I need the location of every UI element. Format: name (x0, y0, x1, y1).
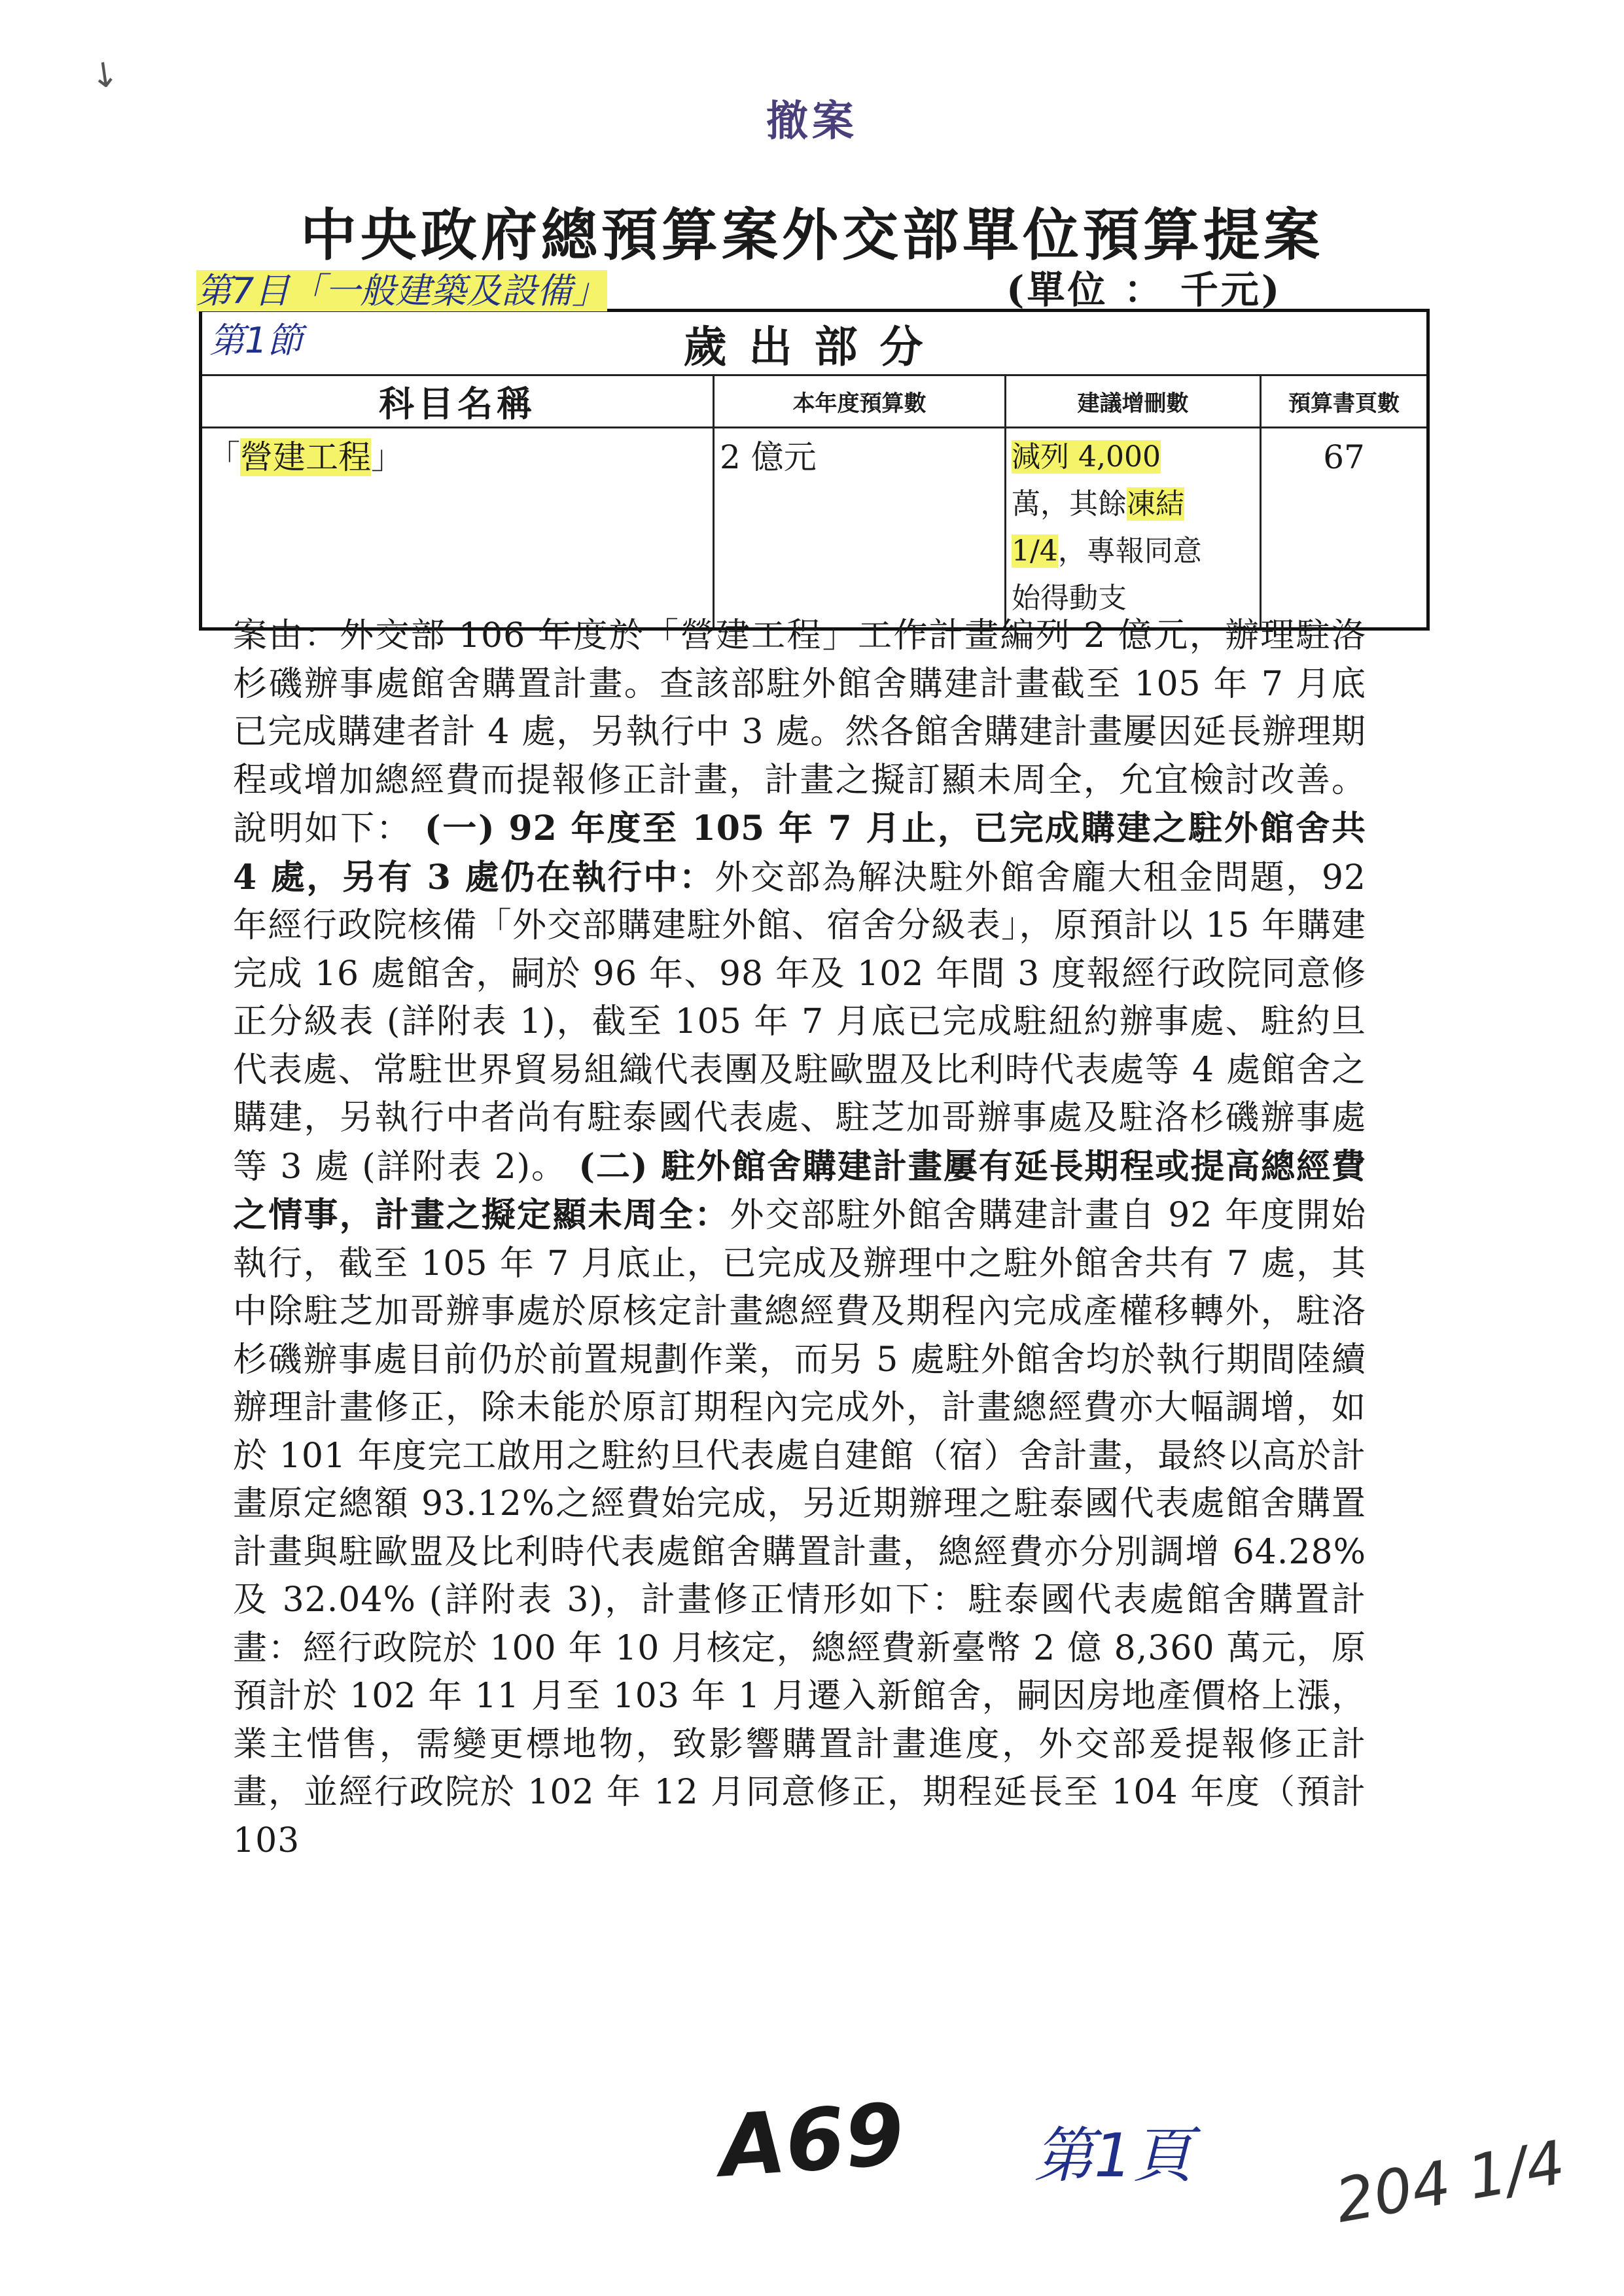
item-name: 營建工程 (240, 438, 371, 476)
suggest-text-b: ，專報同意 (1057, 534, 1202, 568)
heading-one: (一) 92 年度至 105 年 7 月止，已完成購建之駐外館舍共 4 處，另有 3 處仍在執行中： (233, 809, 1366, 897)
page-number: A69 (716, 2084, 908, 2197)
quote-close: 」 (371, 438, 404, 476)
suggest-fraction: 1/4 (1012, 534, 1058, 568)
quote-open: 「 (207, 438, 240, 476)
header-item-name: 科目名稱 (201, 375, 714, 428)
cell-budget: 2 億元 (714, 428, 1006, 629)
suggest-reduce: 減列 4,000 (1012, 440, 1161, 474)
proposal-body (233, 612, 1366, 1865)
handwritten-section-note: 第1節 (209, 320, 303, 361)
suggest-text-a: 萬，其餘 (1012, 487, 1127, 521)
handwritten-date: 204 1/4 (1330, 2127, 1570, 2236)
table-caption: 歲出部分 (201, 311, 1428, 375)
explanation-one: 外交部為解決駐外館舍龐大租金問題，92 年經行政院核備「外交部購建駐外館、宿舍分級表」，原預計以 15 年購建完成 16 處館舍，嗣於 96 年、98 年及 102 年間 3 度報經行政院同意修正分級表 (詳附表 1)，截至 105 年 7 月底已完成駐紐約辦事處、駐約旦代表處、常駐世界貿易組織代表團及駐歐盟及比利時代表處等 4 處館舍之購建，另執行中者尚有駐泰國代表處、駐芝加哥辦事處及駐洛杉磯辦事處等 3 處 (詳附表 2)。 (233, 858, 1366, 1187)
suggest-text-c: 始得動支 (1012, 582, 1127, 615)
document-title: 中央政府總預算案外交部單位預算提案 (300, 202, 1324, 268)
budget-table (199, 309, 1430, 631)
withdrawn-stamp: 撤案 (766, 97, 858, 146)
reason-paragraph: 案由：外交部 106 年度於「營建工程」工作計畫編列 2 億元，辦理駐洛杉磯辦事處館舍購置計畫。查該部駐外館舍購建計畫截至 105 年 7 月底已完成購建者計 4 處，另執行中 3 處。然各館舍購建計畫屢因延長辦理期程或增加總經費而提報修正計畫，計畫之擬訂顯未周全，允宜檢討改善。說明如下： (233, 616, 1366, 848)
suggest-freeze: 凍結 (1127, 487, 1184, 521)
header-budget: 本年度預算數 (714, 375, 1006, 428)
corner-handwritten-mark: ↓ (88, 54, 122, 97)
unit-label: (單位 ： 千元) (1006, 268, 1282, 312)
handwritten-page-label: 第1頁 (1034, 2121, 1193, 2191)
handwritten-item-note: 第7目「一般建築及設備」 (196, 270, 608, 311)
cell-page: 67 (1261, 428, 1428, 629)
cell-item-name (201, 428, 714, 629)
heading-two: (二) 駐外館舍購建計畫屢有延長期程或提高總經費之情事，計畫之擬定顯未周全： (233, 1146, 1367, 1235)
cell-suggestion (1006, 428, 1261, 629)
explanation-two: 外交部駐外館舍購建計畫自 92 年度開始執行，截至 105 年 7 月底止，已完成及辦理中之駐外館舍共有 7 處，其中除駐芝加哥辦事處於原核定計畫總經費及期程內完成產權移轉外，駐洛杉磯辦事處目前仍於前置規劃作業，而另 5 處駐外館舍均於執行期間陸續辦理計畫修正，除未能於原訂期程內完成外，計畫總經費亦大幅調增，如於 101 年度完工啟用之駐約旦代表處自建館（宿）舍計畫，最終以高於計畫原定總額 93.12%之經費始完成，另近期辦理之駐泰國代表處館舍購置計畫與駐歐盟及比利時代表處館舍購置計畫，總經費亦分別調增 64.28% 及 32.04% (詳附表 3)，計畫修正情形如下：駐泰國代表處館舍購置計畫：經行政院於 100 年 10 月核定，總經費新臺幣 2 億 8,360 萬元，原預計於 102 年 11 月至 103 年 1 月遷入新館舍，嗣因房地產價格上漲，業主惜售，需變更標地物，致影響購置計畫進度，外交部爰提報修正計畫，並經行政院於 102 年 12 月同意修正，期程延長至 104 年度（預計 103 (233, 1196, 1366, 1860)
header-suggestion: 建議增刪數 (1006, 375, 1261, 428)
header-page: 預算書頁數 (1261, 375, 1428, 428)
